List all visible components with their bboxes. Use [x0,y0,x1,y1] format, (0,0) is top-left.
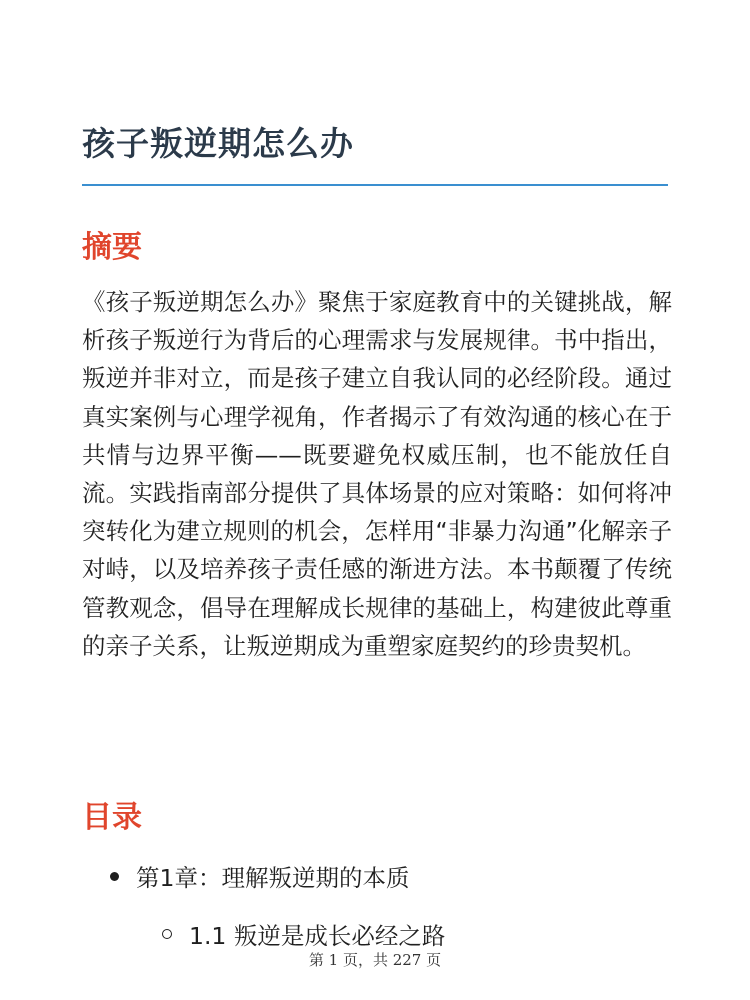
abstract-heading: 摘要 [82,230,142,265]
title-divider [82,184,668,186]
toc-item-section-1-1[interactable] [162,917,445,951]
toc-heading: 目录 [82,800,142,835]
document-title: 孩子叛逆期怎么办 [82,124,354,163]
abstract-paragraph: 《孩子叛逆期怎么办》聚焦于家庭教育中的关键挑战，解析孩子叛逆行为背后的心理需求与发展规律。书中指出，叛逆并非对立，而是孩子建立自我认同的必经阶段。通过真实案例与心理学视角，作者揭示了有效沟通的核心在于共情与边界平衡——既要避免权威压制，也不能放任自流。实践指南部分提供了具体场景的应对策略：如何将冲突转化为建立规则的机会，怎样用“非暴力沟通”化解亲子对峙，以及培养孩子责任感的渐进方法。本书颠覆了传统管教观念，倡导在理解成长规律的基础上，构建彼此尊重的亲子关系，让叛逆期成为重塑家庭契约的珍贵契机。 [82,288,672,660]
bullet-circle-icon [162,929,172,939]
bullet-disc-icon [110,872,119,881]
page-number-footer: 第 1 页，共 227 页 [308,951,442,969]
toc-item-label: 1.1 叛逆是成长必经之路 [189,922,446,950]
toc-item-label: 第1章：理解叛逆期的本质 [136,864,410,892]
toc-item-chapter-1[interactable] [110,859,409,893]
